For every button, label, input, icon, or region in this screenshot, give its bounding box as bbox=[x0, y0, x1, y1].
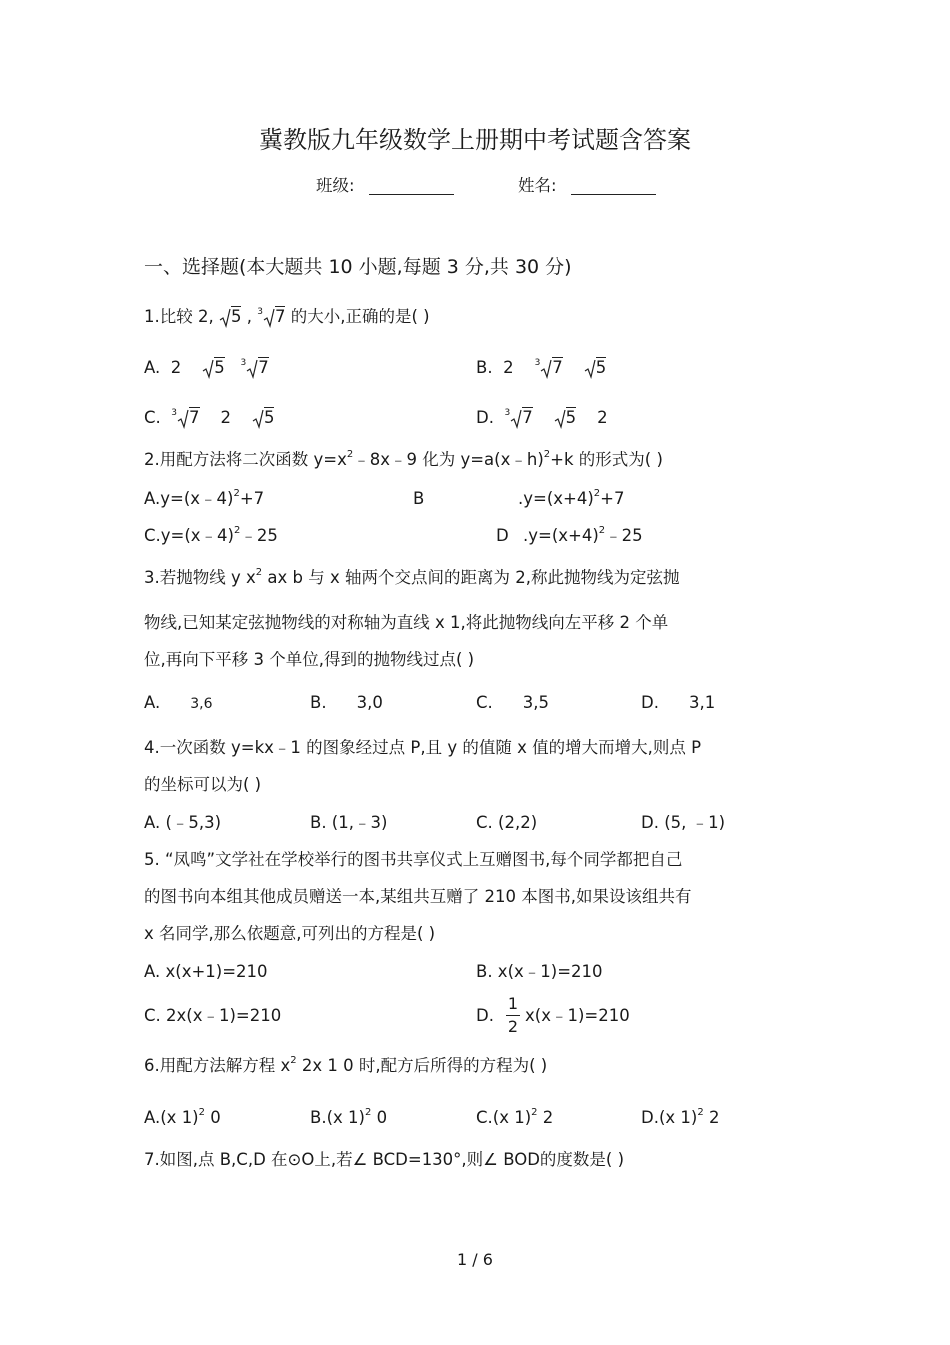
q1-a-two: 2 bbox=[170, 358, 182, 377]
sqrt-icon bbox=[554, 408, 566, 427]
q3-b-label: B. bbox=[310, 693, 327, 712]
sqrt-icon bbox=[219, 307, 231, 326]
q1-c-radicand-1: 7 bbox=[189, 408, 200, 427]
q3-option-d bbox=[641, 693, 715, 713]
q3-b-value: 3,0 bbox=[356, 693, 383, 712]
q6-stem-b: 2x 1 0 时,配方后所得的方程为( ) bbox=[296, 1056, 548, 1075]
q6-stem bbox=[144, 1056, 547, 1079]
q1-radicand-2: 7 bbox=[274, 307, 286, 326]
q3-a-label: A. bbox=[144, 693, 161, 712]
cube-root-icon bbox=[177, 408, 189, 427]
page-title: 冀教版九年级数学上册期中考试题含答案 bbox=[259, 126, 691, 154]
q6-a-exponent: 2 bbox=[198, 1107, 205, 1118]
q2-a-text: A.y=(x﹣4) bbox=[144, 489, 234, 508]
q3-a-value: 3,6 bbox=[190, 696, 213, 712]
q3-stem-line-2: 物线,已知某定弦抛物线的对称轴为直线 x 1,将此抛物线向左平移 2 个单 bbox=[144, 613, 669, 632]
q1-b-label: B. bbox=[476, 358, 493, 377]
q2-stem-exponent-2: 2 bbox=[543, 449, 551, 460]
q3-option-a bbox=[144, 693, 213, 714]
q1-c-two: 2 bbox=[220, 408, 231, 427]
q6-a-text: A.(x 1) bbox=[144, 1108, 199, 1127]
q2-b-text-b: +7 bbox=[600, 489, 625, 508]
cube-root-icon bbox=[263, 307, 275, 326]
q6-option-b bbox=[310, 1108, 387, 1131]
q1-option-a bbox=[144, 358, 269, 381]
q1-c-radicand-2: 5 bbox=[263, 408, 275, 427]
q1-a-root-index: 3 bbox=[240, 358, 247, 368]
q1-c-label: C. bbox=[144, 408, 161, 427]
q3-option-b bbox=[310, 693, 383, 713]
q2-stem-c: +k 的形式为( ) bbox=[550, 450, 663, 469]
q1-b-two: 2 bbox=[503, 358, 514, 377]
q1-comma: , bbox=[246, 307, 252, 326]
q6-c-text: C.(x 1) bbox=[476, 1108, 532, 1127]
page-number: 1 / 6 bbox=[457, 1250, 493, 1269]
q2-option-d-label: D bbox=[496, 526, 509, 545]
q1-d-radicand-1: 7 bbox=[522, 408, 533, 427]
q6-d-text: D.(x 1) bbox=[641, 1108, 698, 1127]
q3-c-label: C. bbox=[476, 693, 493, 712]
q2-option-b bbox=[518, 489, 625, 512]
q2-d-exponent: 2 bbox=[598, 525, 606, 536]
sqrt-icon bbox=[584, 358, 596, 377]
q1-b-root-index: 3 bbox=[534, 358, 541, 368]
q4-option-c: C. (2,2) bbox=[476, 813, 538, 832]
q1-b-radicand-1: 7 bbox=[552, 358, 563, 377]
q6-b-text: B.(x 1) bbox=[310, 1108, 365, 1127]
q2-option-c bbox=[144, 526, 278, 549]
q5-option-d-rest: x(x﹣1)=210 bbox=[525, 1006, 630, 1025]
q2-option-d bbox=[523, 526, 643, 549]
q1-root-index: 3 bbox=[257, 307, 263, 317]
q6-exponent: 2 bbox=[290, 1055, 297, 1066]
q1-a-radicand-1: 5 bbox=[214, 358, 225, 377]
q1-a-radicand-2: 7 bbox=[258, 358, 269, 377]
q5-stem-line-1: 5. “凤鸣”文学社在学校举行的图书共享仪式上互赠图书,每个同学都把自己 bbox=[144, 850, 683, 869]
name-blank bbox=[571, 178, 656, 195]
q1-d-radicand-2: 5 bbox=[565, 408, 577, 427]
q2-stem-a: 2.用配方法将二次函数 y=x bbox=[144, 450, 347, 469]
q1-d-root-index: 3 bbox=[504, 408, 511, 418]
cube-root-icon bbox=[510, 408, 522, 427]
q1-stem-text-b: 的大小,正确的是( ) bbox=[290, 307, 430, 326]
q1-option-c bbox=[144, 408, 274, 431]
q1-d-label: D. bbox=[476, 408, 494, 427]
q1-b-radicand-2: 5 bbox=[595, 358, 607, 377]
q2-stem-b: ﹣8x﹣9 化为 y=a(x﹣h) bbox=[353, 450, 544, 469]
q4-stem-line-1: 4.一次函数 y=kx﹣1 的图象经过点 P,且 y 的值随 x 值的增大而增大,则点 P bbox=[144, 738, 702, 757]
q5-option-a: A. x(x+1)=210 bbox=[144, 962, 268, 981]
q2-option-b-label: B bbox=[413, 489, 425, 508]
q2-a-text-b: +7 bbox=[239, 489, 265, 508]
cube-root-icon bbox=[246, 358, 258, 377]
sqrt-icon bbox=[202, 358, 214, 377]
cube-root-icon bbox=[540, 358, 552, 377]
q5-fraction-denominator: 2 bbox=[507, 1017, 519, 1036]
q3-line1-a: 3.若抛物线 y x bbox=[144, 568, 256, 587]
q2-b-exponent: 2 bbox=[593, 488, 601, 499]
q4-option-b: B. (1,﹣3) bbox=[310, 813, 388, 832]
q6-stem-a: 6.用配方法解方程 x bbox=[144, 1056, 291, 1075]
q5-fraction-numerator: 1 bbox=[507, 994, 519, 1013]
q4-option-a: A. (﹣5,3) bbox=[144, 813, 222, 832]
q2-stem bbox=[144, 450, 663, 473]
class-field bbox=[316, 176, 454, 196]
q3-exponent: 2 bbox=[255, 567, 263, 578]
q5-option-b: B. x(x﹣1)=210 bbox=[476, 962, 603, 981]
q2-d-text-b: ﹣25 bbox=[605, 526, 643, 545]
section-heading: 一、选择题(本大题共 10 小题,每题 3 分,共 30 分) bbox=[144, 256, 572, 278]
q5-stem-line-3: x 名同学,那么依题意,可列出的方程是( ) bbox=[144, 924, 436, 943]
q1-option-b bbox=[476, 358, 606, 381]
q6-option-c bbox=[476, 1108, 553, 1131]
class-blank bbox=[369, 178, 454, 195]
q6-b-exponent: 2 bbox=[364, 1107, 372, 1118]
sqrt-icon bbox=[252, 408, 264, 427]
q6-b-rhs: 0 bbox=[371, 1108, 388, 1127]
q3-option-c bbox=[476, 693, 549, 713]
q3-c-value: 3,5 bbox=[522, 693, 550, 712]
q3-line1-b: ax b 与 x 轴两个交点间的距离为 2,称此抛物线为定弦抛 bbox=[262, 568, 680, 587]
q2-c-exponent: 2 bbox=[234, 525, 241, 536]
q5-option-d-label: D. bbox=[476, 1006, 494, 1025]
q6-c-exponent: 2 bbox=[531, 1107, 538, 1118]
q5-stem-line-2: 的图书向本组其他成员赠送一本,某组共互赠了 210 本图书,如果设该组共有 bbox=[144, 887, 692, 906]
q5-option-c: C. 2x(x﹣1)=210 bbox=[144, 1006, 282, 1025]
class-label: 班级: bbox=[316, 176, 355, 195]
q7-stem: 7.如图,点 B,C,D 在⊙O上,若∠ BCD=130°,则∠ BOD的度数是( ) bbox=[144, 1150, 625, 1169]
q1-radicand-1: 5 bbox=[230, 307, 242, 326]
q2-b-text: .y=(x+4) bbox=[518, 489, 594, 508]
q1-a-label: A. bbox=[144, 358, 161, 377]
q4-option-d: D. (5, ﹣1) bbox=[641, 813, 726, 832]
q1-option-d bbox=[476, 408, 608, 431]
q3-stem-line-3: 位,再向下平移 3 个单位,得到的抛物线过点( ) bbox=[144, 650, 475, 669]
q6-d-rhs: 2 bbox=[703, 1108, 720, 1127]
q2-option-a bbox=[144, 489, 264, 512]
q4-stem-line-2: 的坐标可以为( ) bbox=[144, 775, 262, 794]
q1-stem bbox=[144, 307, 430, 330]
q1-stem-text-a: 1.比较 2, bbox=[144, 307, 214, 326]
q2-c-text: C.y=(x﹣4) bbox=[144, 526, 234, 545]
q6-c-rhs: 2 bbox=[537, 1108, 554, 1127]
name-field bbox=[518, 176, 656, 196]
q1-d-two: 2 bbox=[597, 408, 608, 427]
q2-a-exponent: 2 bbox=[233, 488, 240, 499]
q3-stem-line-1 bbox=[144, 568, 679, 591]
q2-d-text: .y=(x+4) bbox=[523, 526, 599, 545]
q3-d-label: D. bbox=[641, 693, 659, 712]
q2-stem-exponent: 2 bbox=[346, 449, 354, 460]
q1-c-root-index: 3 bbox=[171, 408, 178, 418]
q6-option-a bbox=[144, 1108, 221, 1131]
q6-d-exponent: 2 bbox=[697, 1107, 704, 1118]
q2-c-text-b: ﹣25 bbox=[240, 526, 278, 545]
fraction-bar bbox=[506, 1015, 520, 1016]
q6-a-rhs: 0 bbox=[205, 1108, 221, 1127]
q6-option-d bbox=[641, 1108, 719, 1131]
name-label: 姓名: bbox=[518, 176, 557, 195]
q3-d-value: 3,1 bbox=[688, 693, 716, 712]
